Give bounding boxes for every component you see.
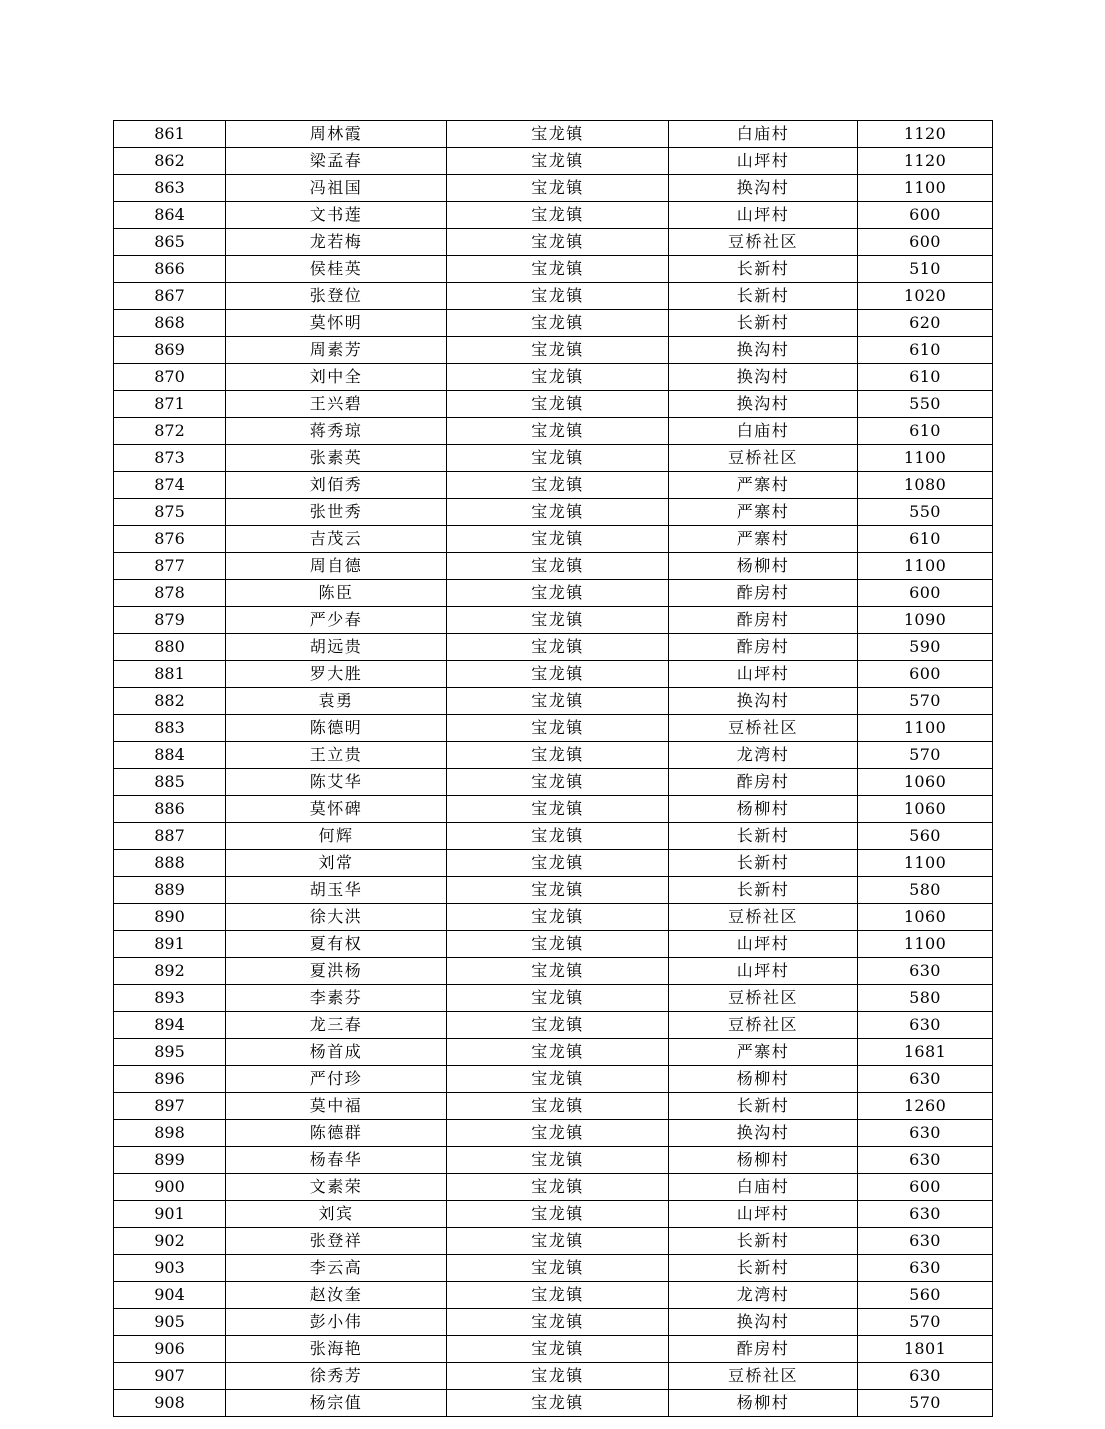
row-town: 宝龙镇 [447,121,669,148]
row-amount: 1060 [858,769,993,796]
row-village: 山坪村 [669,148,858,175]
row-town: 宝龙镇 [447,256,669,283]
row-index: 871 [114,391,226,418]
row-name: 龙若梅 [226,229,447,256]
row-amount: 600 [858,661,993,688]
row-town: 宝龙镇 [447,958,669,985]
row-amount: 1100 [858,850,993,877]
row-town: 宝龙镇 [447,1309,669,1336]
row-village: 山坪村 [669,958,858,985]
row-town: 宝龙镇 [447,283,669,310]
row-village: 换沟村 [669,688,858,715]
row-village: 豆桥社区 [669,904,858,931]
table-row [114,256,993,283]
row-town: 宝龙镇 [447,1336,669,1363]
row-town: 宝龙镇 [447,229,669,256]
row-amount: 630 [858,1255,993,1282]
row-name: 梁孟春 [226,148,447,175]
row-town: 宝龙镇 [447,796,669,823]
row-name: 王兴碧 [226,391,447,418]
row-amount: 560 [858,823,993,850]
row-town: 宝龙镇 [447,1363,669,1390]
table-row [114,1282,993,1309]
row-name: 陈臣 [226,580,447,607]
row-index: 869 [114,337,226,364]
row-village: 杨柳村 [669,1147,858,1174]
row-index: 879 [114,607,226,634]
row-village: 山坪村 [669,1201,858,1228]
row-index: 880 [114,634,226,661]
row-village: 豆桥社区 [669,229,858,256]
row-town: 宝龙镇 [447,391,669,418]
row-amount: 610 [858,364,993,391]
row-town: 宝龙镇 [447,499,669,526]
row-town: 宝龙镇 [447,1255,669,1282]
row-name: 严少春 [226,607,447,634]
row-town: 宝龙镇 [447,931,669,958]
table-row [114,661,993,688]
row-index: 864 [114,202,226,229]
row-village: 杨柳村 [669,796,858,823]
row-village: 长新村 [669,877,858,904]
row-index: 904 [114,1282,226,1309]
table-row [114,553,993,580]
row-amount: 1120 [858,121,993,148]
row-village: 换沟村 [669,391,858,418]
row-village: 白庙村 [669,418,858,445]
row-town: 宝龙镇 [447,337,669,364]
table-row [114,607,993,634]
row-name: 龙三春 [226,1012,447,1039]
row-name: 严付珍 [226,1066,447,1093]
row-village: 豆桥社区 [669,1363,858,1390]
table-row [114,202,993,229]
row-index: 891 [114,931,226,958]
row-name: 胡玉华 [226,877,447,904]
table-row [114,1255,993,1282]
row-amount: 620 [858,310,993,337]
row-name: 夏有权 [226,931,447,958]
row-index: 867 [114,283,226,310]
row-town: 宝龙镇 [447,877,669,904]
row-name: 侯桂英 [226,256,447,283]
row-index: 905 [114,1309,226,1336]
table-row [114,472,993,499]
table-row [114,823,993,850]
table-row [114,1390,993,1417]
row-town: 宝龙镇 [447,661,669,688]
row-name: 莫中福 [226,1093,447,1120]
row-village: 豆桥社区 [669,715,858,742]
row-name: 张登位 [226,283,447,310]
row-amount: 610 [858,526,993,553]
row-town: 宝龙镇 [447,1282,669,1309]
row-name: 李素芬 [226,985,447,1012]
row-amount: 630 [858,1012,993,1039]
row-index: 903 [114,1255,226,1282]
row-index: 900 [114,1174,226,1201]
row-name: 袁勇 [226,688,447,715]
row-index: 893 [114,985,226,1012]
table-row [114,1147,993,1174]
table-row [114,958,993,985]
row-village: 换沟村 [669,1120,858,1147]
row-name: 陈德群 [226,1120,447,1147]
beneficiary-table [113,120,993,1417]
row-index: 876 [114,526,226,553]
row-village: 酢房村 [669,634,858,661]
row-index: 868 [114,310,226,337]
row-town: 宝龙镇 [447,580,669,607]
table-row [114,499,993,526]
row-name: 彭小伟 [226,1309,447,1336]
row-amount: 1681 [858,1039,993,1066]
row-name: 张海艳 [226,1336,447,1363]
row-town: 宝龙镇 [447,715,669,742]
table-row [114,688,993,715]
row-village: 豆桥社区 [669,985,858,1012]
table-row [114,1336,993,1363]
row-index: 901 [114,1201,226,1228]
row-village: 杨柳村 [669,553,858,580]
row-index: 861 [114,121,226,148]
row-index: 873 [114,445,226,472]
row-index: 907 [114,1363,226,1390]
row-index: 899 [114,1147,226,1174]
row-town: 宝龙镇 [447,985,669,1012]
row-index: 888 [114,850,226,877]
row-amount: 1100 [858,445,993,472]
row-name: 莫怀明 [226,310,447,337]
table-row [114,742,993,769]
table-row [114,1201,993,1228]
table-row [114,310,993,337]
row-town: 宝龙镇 [447,742,669,769]
row-index: 881 [114,661,226,688]
table-row [114,796,993,823]
row-name: 吉茂云 [226,526,447,553]
row-amount: 1080 [858,472,993,499]
row-index: 897 [114,1093,226,1120]
row-village: 长新村 [669,1093,858,1120]
row-village: 龙湾村 [669,1282,858,1309]
table-row [114,634,993,661]
row-amount: 600 [858,202,993,229]
row-town: 宝龙镇 [447,1228,669,1255]
row-amount: 1100 [858,715,993,742]
row-town: 宝龙镇 [447,148,669,175]
row-amount: 1120 [858,148,993,175]
row-amount: 630 [858,958,993,985]
row-name: 王立贵 [226,742,447,769]
row-amount: 550 [858,391,993,418]
row-village: 杨柳村 [669,1390,858,1417]
row-name: 陈艾华 [226,769,447,796]
row-index: 886 [114,796,226,823]
table-row [114,715,993,742]
table-row [114,148,993,175]
row-amount: 1060 [858,904,993,931]
row-index: 896 [114,1066,226,1093]
row-village: 酢房村 [669,607,858,634]
row-amount: 570 [858,688,993,715]
row-amount: 600 [858,580,993,607]
row-amount: 630 [858,1228,993,1255]
row-name: 张登祥 [226,1228,447,1255]
row-name: 刘佰秀 [226,472,447,499]
row-town: 宝龙镇 [447,769,669,796]
row-village: 长新村 [669,850,858,877]
row-village: 山坪村 [669,931,858,958]
row-town: 宝龙镇 [447,1012,669,1039]
table-row [114,1066,993,1093]
row-name: 张世秀 [226,499,447,526]
row-index: 892 [114,958,226,985]
row-amount: 630 [858,1201,993,1228]
row-amount: 630 [858,1363,993,1390]
row-name: 文书莲 [226,202,447,229]
table-row [114,283,993,310]
row-town: 宝龙镇 [447,1093,669,1120]
row-index: 870 [114,364,226,391]
row-name: 徐大洪 [226,904,447,931]
row-village: 山坪村 [669,661,858,688]
row-town: 宝龙镇 [447,1039,669,1066]
row-village: 严寨村 [669,472,858,499]
row-village: 山坪村 [669,202,858,229]
row-name: 刘宾 [226,1201,447,1228]
row-index: 882 [114,688,226,715]
table-row [114,1093,993,1120]
row-name: 夏洪杨 [226,958,447,985]
table-row [114,985,993,1012]
row-name: 赵汝奎 [226,1282,447,1309]
row-name: 杨首成 [226,1039,447,1066]
row-name: 周自德 [226,553,447,580]
table-row [114,1012,993,1039]
row-village: 龙湾村 [669,742,858,769]
row-index: 862 [114,148,226,175]
row-village: 换沟村 [669,1309,858,1336]
row-village: 换沟村 [669,337,858,364]
row-name: 李云高 [226,1255,447,1282]
row-amount: 570 [858,742,993,769]
table-row [114,391,993,418]
row-village: 换沟村 [669,175,858,202]
table-row [114,1120,993,1147]
table-row [114,769,993,796]
row-town: 宝龙镇 [447,175,669,202]
row-amount: 1100 [858,553,993,580]
table-row [114,877,993,904]
table-row [114,1309,993,1336]
row-amount: 1060 [858,796,993,823]
row-name: 莫怀碑 [226,796,447,823]
row-amount: 1090 [858,607,993,634]
row-amount: 550 [858,499,993,526]
row-village: 杨柳村 [669,1066,858,1093]
row-town: 宝龙镇 [447,202,669,229]
row-name: 杨春华 [226,1147,447,1174]
row-index: 872 [114,418,226,445]
row-village: 严寨村 [669,499,858,526]
row-name: 冯祖国 [226,175,447,202]
row-town: 宝龙镇 [447,850,669,877]
row-village: 白庙村 [669,1174,858,1201]
table-row [114,364,993,391]
row-name: 胡远贵 [226,634,447,661]
row-amount: 1100 [858,931,993,958]
row-name: 何辉 [226,823,447,850]
row-amount: 1801 [858,1336,993,1363]
row-amount: 1020 [858,283,993,310]
row-index: 878 [114,580,226,607]
row-amount: 630 [858,1147,993,1174]
row-index: 866 [114,256,226,283]
row-town: 宝龙镇 [447,1120,669,1147]
row-index: 887 [114,823,226,850]
row-index: 863 [114,175,226,202]
row-village: 酢房村 [669,580,858,607]
row-town: 宝龙镇 [447,1201,669,1228]
row-village: 酢房村 [669,769,858,796]
row-index: 894 [114,1012,226,1039]
row-village: 豆桥社区 [669,1012,858,1039]
row-amount: 510 [858,256,993,283]
row-name: 杨宗值 [226,1390,447,1417]
row-village: 换沟村 [669,364,858,391]
row-index: 874 [114,472,226,499]
row-town: 宝龙镇 [447,904,669,931]
table-row [114,229,993,256]
row-village: 长新村 [669,1228,858,1255]
row-name: 蒋秀琼 [226,418,447,445]
row-town: 宝龙镇 [447,607,669,634]
table-row [114,337,993,364]
row-index: 884 [114,742,226,769]
row-index: 890 [114,904,226,931]
row-name: 徐秀芳 [226,1363,447,1390]
row-village: 豆桥社区 [669,445,858,472]
row-index: 865 [114,229,226,256]
row-town: 宝龙镇 [447,310,669,337]
table-row [114,121,993,148]
table-row [114,445,993,472]
row-amount: 580 [858,877,993,904]
row-village: 酢房村 [669,1336,858,1363]
row-index: 898 [114,1120,226,1147]
row-village: 严寨村 [669,526,858,553]
table-row [114,931,993,958]
row-town: 宝龙镇 [447,634,669,661]
row-amount: 1100 [858,175,993,202]
row-amount: 1260 [858,1093,993,1120]
row-amount: 610 [858,337,993,364]
row-index: 875 [114,499,226,526]
row-village: 长新村 [669,310,858,337]
row-village: 长新村 [669,256,858,283]
row-amount: 590 [858,634,993,661]
row-name: 周素芳 [226,337,447,364]
row-index: 877 [114,553,226,580]
row-index: 885 [114,769,226,796]
row-town: 宝龙镇 [447,1174,669,1201]
row-town: 宝龙镇 [447,1147,669,1174]
row-town: 宝龙镇 [447,1390,669,1417]
table-row [114,850,993,877]
row-name: 陈德明 [226,715,447,742]
row-town: 宝龙镇 [447,418,669,445]
table-row [114,418,993,445]
row-name: 文素荣 [226,1174,447,1201]
row-town: 宝龙镇 [447,553,669,580]
row-town: 宝龙镇 [447,472,669,499]
row-name: 张素英 [226,445,447,472]
table-row [114,1039,993,1066]
row-amount: 600 [858,1174,993,1201]
table-row [114,580,993,607]
row-amount: 630 [858,1120,993,1147]
row-village: 长新村 [669,1255,858,1282]
table-body [114,121,993,1417]
row-village: 长新村 [669,283,858,310]
row-name: 周林霞 [226,121,447,148]
table-row [114,1174,993,1201]
row-village: 白庙村 [669,121,858,148]
row-amount: 580 [858,985,993,1012]
row-name: 刘中全 [226,364,447,391]
row-amount: 610 [858,418,993,445]
table-row [114,1228,993,1255]
row-index: 902 [114,1228,226,1255]
row-index: 889 [114,877,226,904]
row-amount: 630 [858,1066,993,1093]
row-town: 宝龙镇 [447,823,669,850]
row-amount: 570 [858,1390,993,1417]
row-village: 严寨村 [669,1039,858,1066]
row-amount: 570 [858,1309,993,1336]
row-amount: 560 [858,1282,993,1309]
table-row [114,175,993,202]
row-name: 刘常 [226,850,447,877]
row-index: 906 [114,1336,226,1363]
row-town: 宝龙镇 [447,526,669,553]
row-amount: 600 [858,229,993,256]
row-index: 908 [114,1390,226,1417]
table-row [114,526,993,553]
table-row [114,1363,993,1390]
row-village: 长新村 [669,823,858,850]
row-town: 宝龙镇 [447,688,669,715]
row-town: 宝龙镇 [447,445,669,472]
row-name: 罗大胜 [226,661,447,688]
row-index: 895 [114,1039,226,1066]
row-town: 宝龙镇 [447,364,669,391]
row-town: 宝龙镇 [447,1066,669,1093]
row-index: 883 [114,715,226,742]
table-row [114,904,993,931]
